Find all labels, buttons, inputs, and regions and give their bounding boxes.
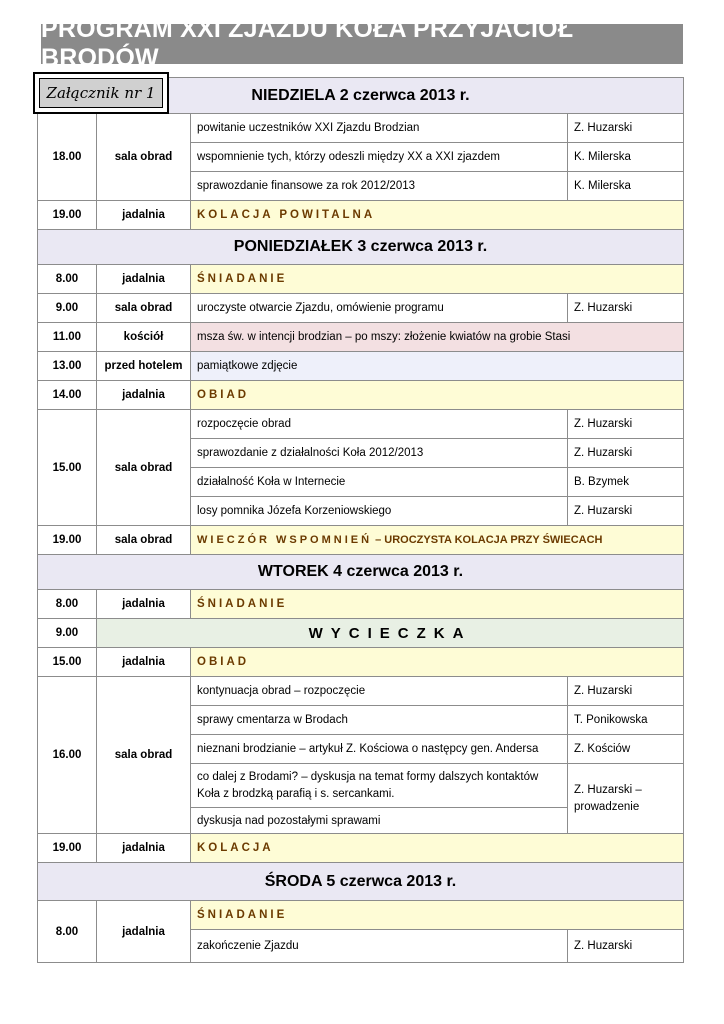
meal-cell: KOLACJA POWITALNA <box>191 201 684 230</box>
place-cell: jadalnia <box>97 201 191 230</box>
time-cell: 19.00 <box>38 201 97 230</box>
wieczor-rest: – UROCZYSTA KOLACJA PRZY ŚWIECACH <box>375 534 603 546</box>
event-cell: pamiątkowe zdjęcie <box>191 352 684 381</box>
time-cell: 19.00 <box>38 834 97 863</box>
event-cell: zakończenie Zjazdu <box>191 930 568 963</box>
speaker-cell: Z. Huzarski <box>568 114 684 143</box>
time-cell: 19.00 <box>38 526 97 555</box>
meal-cell: OBIAD <box>191 648 684 677</box>
time-cell: 13.00 <box>38 352 97 381</box>
place-cell: sala obrad <box>97 526 191 555</box>
day-header-monday: PONIEDZIAŁEK 3 czerwca 2013 r. <box>38 230 684 265</box>
speaker-cell: Z. Huzarski <box>568 294 684 323</box>
time-cell: 15.00 <box>38 410 97 526</box>
day-header-wednesday: ŚRODA 5 czerwca 2013 r. <box>38 863 684 901</box>
speaker-cell: Z. Huzarski <box>568 410 684 439</box>
speaker-cell: Z. Huzarski <box>568 930 684 963</box>
event-cell: wspomnienie tych, którzy odeszli między XX a XXI zjazdem <box>191 143 568 172</box>
event-cell: dyskusja nad pozostałymi sprawami <box>191 808 568 834</box>
wieczor-label: WIECZÓR WSPOMNIEŃ <box>197 534 373 546</box>
place-cell: sala obrad <box>97 114 191 201</box>
meal-cell: ŚNIADANIE <box>191 901 684 930</box>
day-header-sunday: NIEDZIELA 2 czerwca 2013 r. <box>38 78 684 114</box>
time-cell: 9.00 <box>38 294 97 323</box>
event-cell: powitanie uczestników XXI Zjazdu Brodzian <box>191 114 568 143</box>
time-cell: 18.00 <box>38 114 97 201</box>
event-cell: co dalej z Brodami? – dyskusja na temat formy dalszych kontaktów Koła z brodzką parafią i s. sercankami. <box>191 764 568 808</box>
place-cell: sala obrad <box>97 410 191 526</box>
place-cell: kościół <box>97 323 191 352</box>
time-cell: 8.00 <box>38 901 97 963</box>
event-cell: sprawozdanie z działalności Koła 2012/2013 <box>191 439 568 468</box>
time-cell: 8.00 <box>38 265 97 294</box>
event-cell: rozpoczęcie obrad <box>191 410 568 439</box>
place-cell: jadalnia <box>97 265 191 294</box>
attachment-label-box <box>33 72 169 114</box>
meal-cell: ŚNIADANIE <box>191 590 684 619</box>
attachment-label: Załącznik nr 1 <box>39 78 163 108</box>
speaker-cell: K. Milerska <box>568 143 684 172</box>
time-cell: 14.00 <box>38 381 97 410</box>
time-cell: 16.00 <box>38 677 97 834</box>
meal-cell: ŚNIADANIE <box>191 265 684 294</box>
place-cell: jadalnia <box>97 901 191 963</box>
program-table <box>37 77 684 963</box>
time-cell: 11.00 <box>38 323 97 352</box>
speaker-cell: T. Ponikowska <box>568 706 684 735</box>
day-header-tuesday: WTOREK 4 czerwca 2013 r. <box>38 555 684 590</box>
speaker-cell: Z. Kościów <box>568 735 684 764</box>
event-cell: nieznani brodzianie – artykuł Z. Kościowa o następcy gen. Andersa <box>191 735 568 764</box>
speaker-cell: Z. Huzarski <box>568 439 684 468</box>
event-cell: losy pomnika Józefa Korzeniowskiego <box>191 497 568 526</box>
place-cell: jadalnia <box>97 648 191 677</box>
trip-cell: WYCIECZKA <box>97 619 684 648</box>
event-cell: działalność Koła w Internecie <box>191 468 568 497</box>
speaker-cell: Z. Huzarski <box>568 497 684 526</box>
place-cell: sala obrad <box>97 294 191 323</box>
event-cell: sprawozdanie finansowe za rok 2012/2013 <box>191 172 568 201</box>
place-cell: sala obrad <box>97 677 191 834</box>
event-cell: msza św. w intencji brodzian – po mszy: złożenie kwiatów na grobie Stasi <box>191 323 684 352</box>
event-cell: kontynuacja obrad – rozpoczęcie <box>191 677 568 706</box>
speaker-cell: B. Bzymek <box>568 468 684 497</box>
event-cell: sprawy cmentarza w Brodach <box>191 706 568 735</box>
place-cell: jadalnia <box>97 381 191 410</box>
speaker-cell: Z. Huzarski – prowadzenie <box>568 764 684 834</box>
meal-cell: OBIAD <box>191 381 684 410</box>
meal-cell: KOLACJA <box>191 834 684 863</box>
time-cell: 8.00 <box>38 590 97 619</box>
speaker-cell: Z. Huzarski <box>568 677 684 706</box>
place-cell: jadalnia <box>97 590 191 619</box>
document-title: PROGRAM XXI ZJAZDU KOŁA PRZYJACIÓŁ BRODÓW <box>41 24 683 64</box>
place-cell: jadalnia <box>97 834 191 863</box>
speaker-cell: K. Milerska <box>568 172 684 201</box>
time-cell: 15.00 <box>38 648 97 677</box>
time-cell: 9.00 <box>38 619 97 648</box>
event-cell: uroczyste otwarcie Zjazdu, omówienie programu <box>191 294 568 323</box>
place-cell: przed hotelem <box>97 352 191 381</box>
meal-cell <box>191 526 684 555</box>
